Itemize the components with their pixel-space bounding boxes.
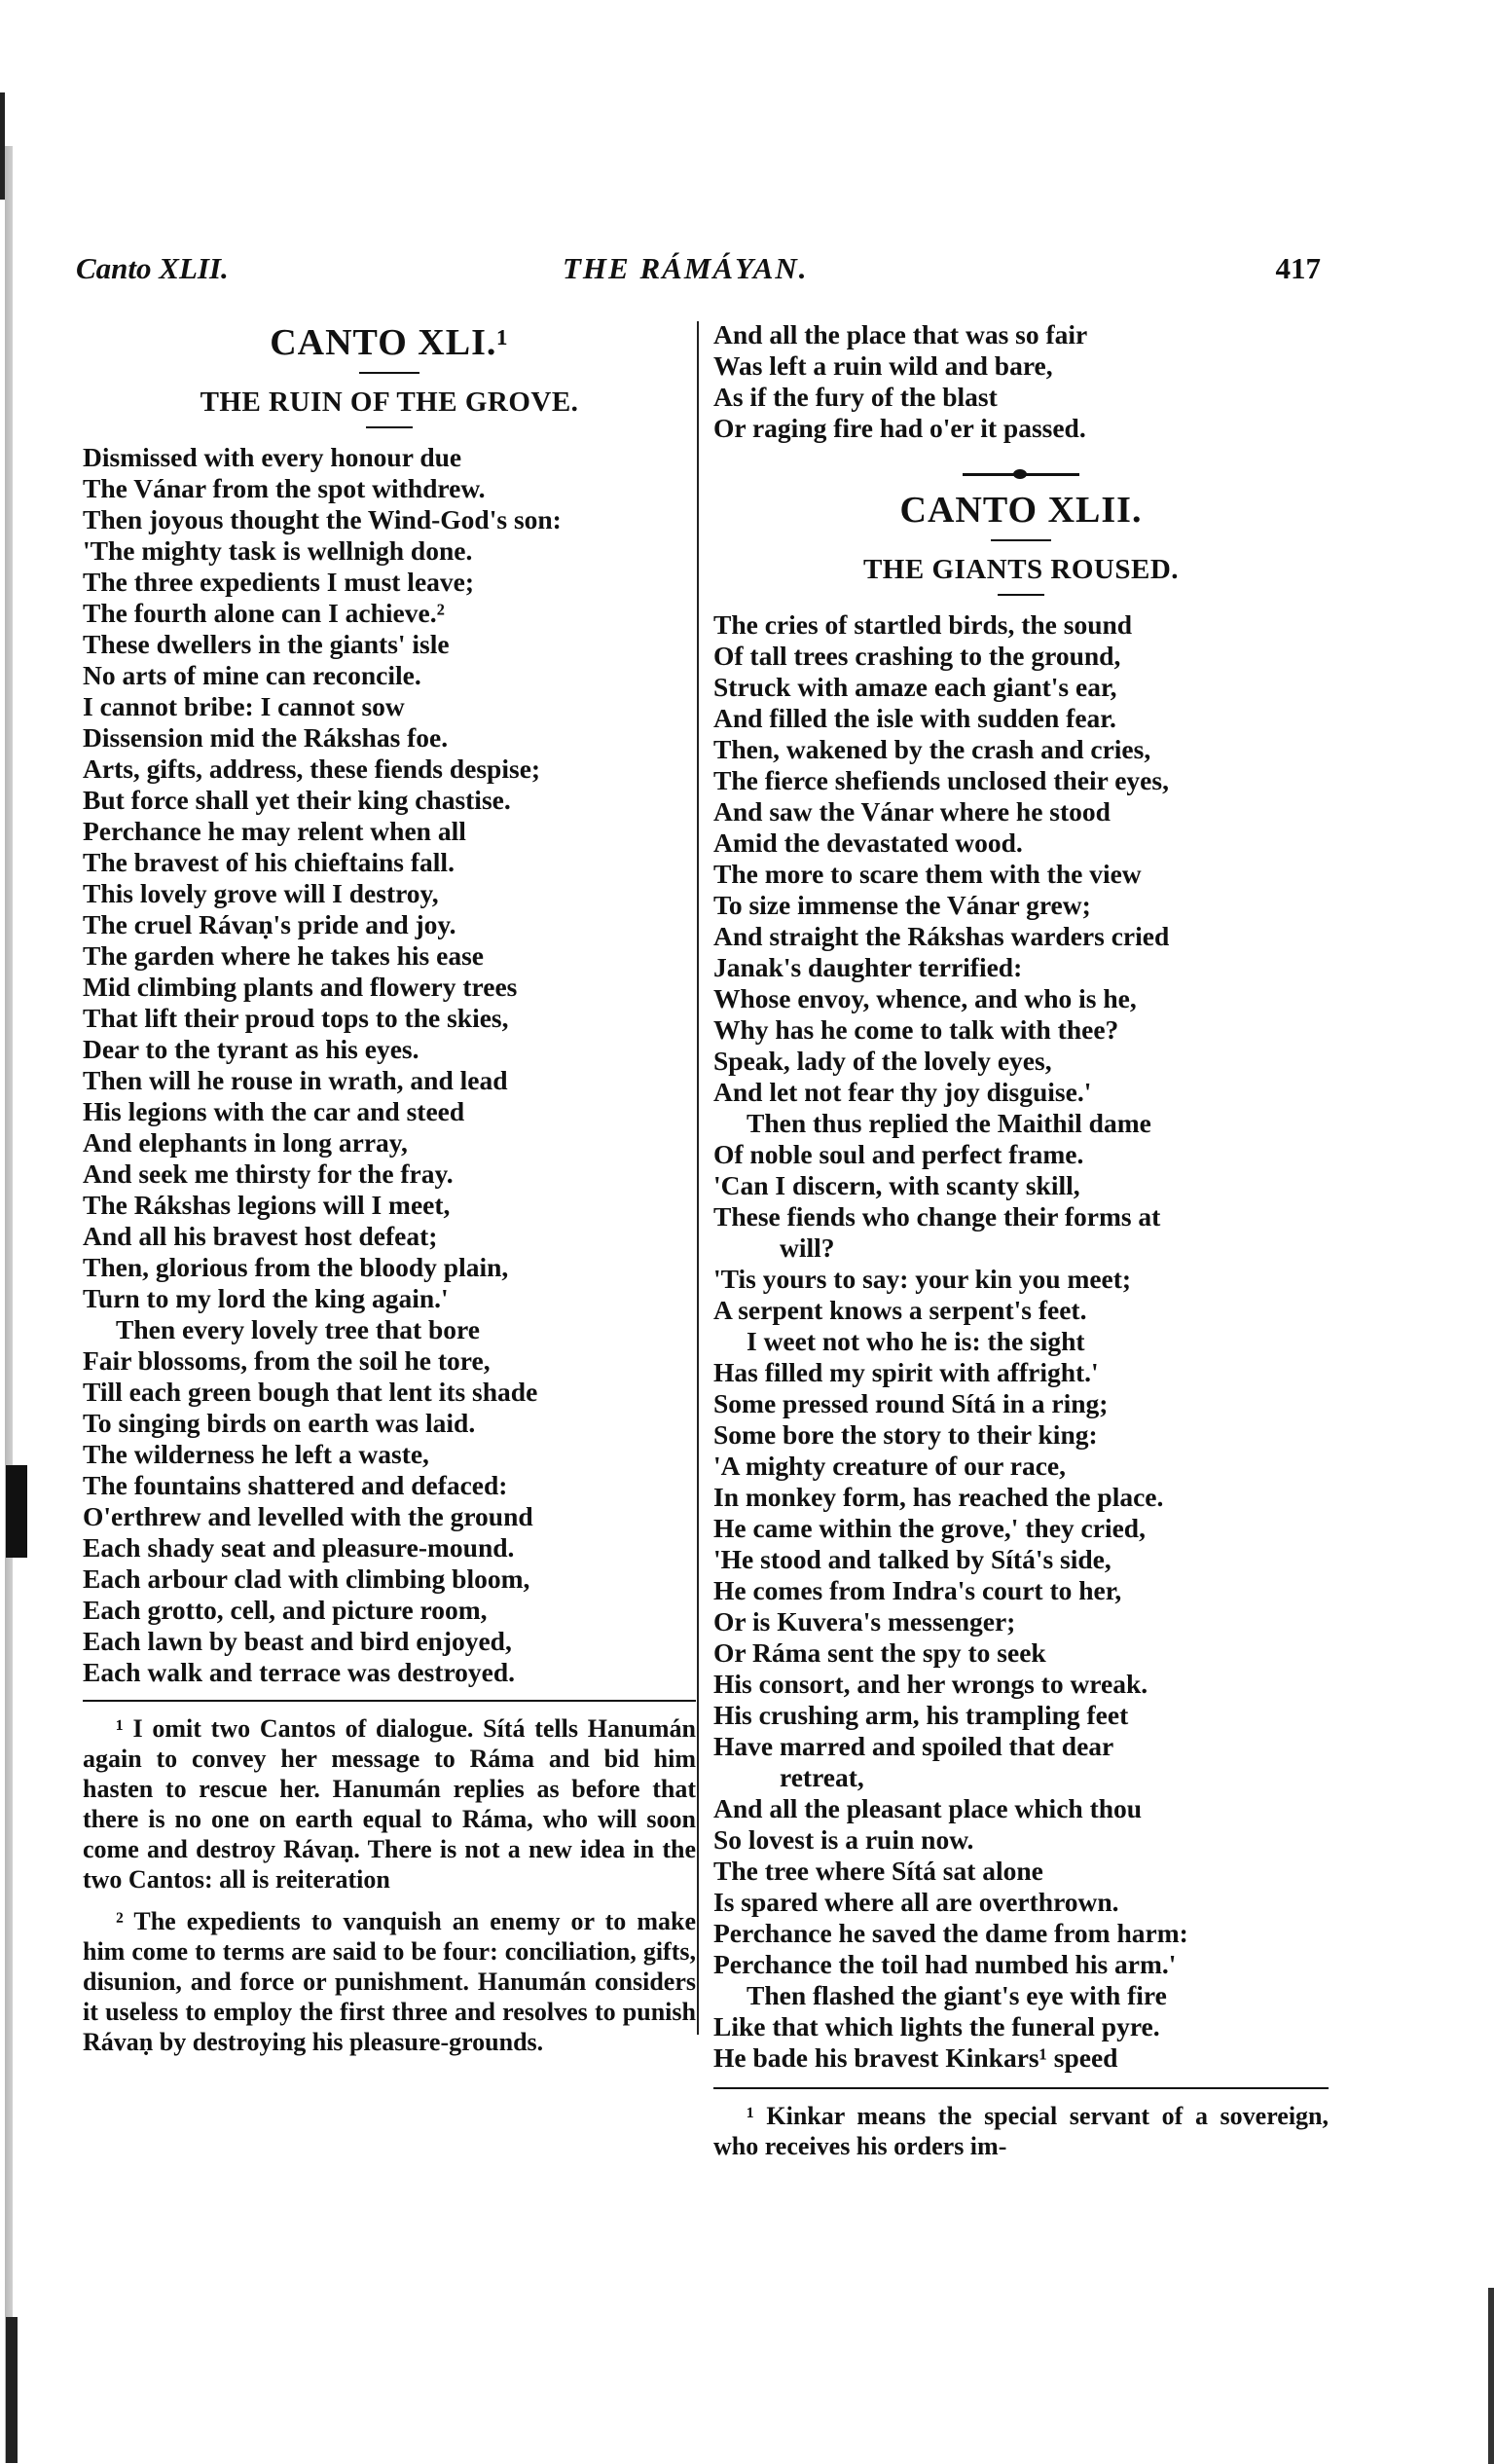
- section-ornament: [963, 469, 1079, 479]
- verse-line: The Vánar from the spot withdrew.: [83, 473, 486, 503]
- footnote-rule: [83, 1700, 696, 1702]
- verse-line: Has filled my spirit with affright.': [713, 1357, 1099, 1387]
- verse-line: Some pressed round Sítá in a ring;: [713, 1388, 1109, 1418]
- verse-line: Of tall trees crashing to the ground,: [713, 641, 1121, 671]
- verse-line: His crushing arm, his trampling feet: [713, 1700, 1129, 1730]
- verse-line: And all the place that was so fair: [713, 319, 1088, 349]
- verse-line: The tree where Sítá sat alone: [713, 1856, 1043, 1886]
- title-rule: [366, 426, 413, 428]
- verse-line: Dear to the tyrant as his eyes.: [83, 1034, 419, 1064]
- verse-line: Fair blossoms, from the soil he tore,: [83, 1345, 491, 1376]
- running-head: [76, 251, 1321, 290]
- verse-line: 'He stood and talked by Sítá's side,: [713, 1544, 1111, 1574]
- verse-line: I weet not who he is: the sight: [747, 1326, 1085, 1356]
- verse-line: The three expedients I must leave;: [83, 567, 475, 597]
- right-column: [713, 319, 1329, 2173]
- verse-line: That lift their proud tops to the skies,: [83, 1003, 509, 1033]
- verse-line: The fourth alone can I achieve.²: [83, 598, 445, 628]
- verse-line: Or raging fire had o'er it passed.: [713, 413, 1086, 443]
- page-number: 417: [1275, 251, 1321, 285]
- verse-line: Some bore the story to their king:: [713, 1419, 1098, 1450]
- verse-line: Janak's daughter terrified:: [713, 952, 1023, 982]
- footnote: ² The expedients to vanquish an enemy or to make him come to terms are said to be four: conciliation, gifts, disunion, and force or punishment. Hanumán considers it useless to employ the first three and resolves to punish Rávaṇ by destroying his pleasure-grounds.: [83, 1907, 696, 2056]
- left-column: [83, 319, 696, 2069]
- section-title: THE RUIN OF THE GROVE.: [200, 386, 579, 418]
- verse-line: As if the fury of the blast: [713, 382, 998, 412]
- footnote: ¹ Kinkar means the special servant of a sovereign, who receives his orders im-: [713, 2102, 1329, 2160]
- verse-block: [713, 609, 1329, 2074]
- verse-line: But force shall yet their king chastise.: [83, 785, 511, 815]
- verse-line: The bravest of his chieftains fall.: [83, 847, 455, 877]
- verse-line: 'Tis yours to say: your kin you meet;: [713, 1264, 1132, 1294]
- verse-line: A serpent knows a serpent's feet.: [713, 1295, 1087, 1325]
- verse-line: Turn to my lord the king again.': [83, 1283, 449, 1313]
- verse-line: 'Can I discern, with scanty skill,: [713, 1170, 1080, 1200]
- verse-block: [83, 442, 696, 1688]
- title-rule: [998, 594, 1044, 596]
- title-rule: [991, 539, 1051, 541]
- verse-line: The wilderness he left a waste,: [83, 1439, 429, 1469]
- verse-line: He comes from Indra's court to her,: [713, 1575, 1122, 1605]
- verse-line: And all the pleasant place which thou: [713, 1793, 1143, 1823]
- verse-line: And seek me thirsty for the fray.: [83, 1158, 454, 1189]
- scan-edge-mark: [1488, 2288, 1494, 2464]
- verse-line: Each grotto, cell, and picture room,: [83, 1595, 488, 1625]
- running-head-title: THE RÁMÁYAN.: [563, 251, 809, 285]
- verse-line: I cannot bribe: I cannot sow: [83, 691, 405, 721]
- verse-line: The fierce shefiends unclosed their eyes,: [713, 765, 1169, 795]
- verse-line: 'A mighty creature of our race,: [713, 1451, 1066, 1481]
- column-divider: [697, 321, 699, 2035]
- verse-line: Whose envoy, whence, and who is he,: [713, 983, 1137, 1013]
- running-head-canto: Canto XLII.: [76, 251, 229, 285]
- verse-line: And elephants in long array,: [83, 1127, 408, 1158]
- verse-line: Perchance the toil had numbed his arm.': [713, 1949, 1177, 1979]
- verse-line: These dwellers in the giants' isle: [83, 629, 450, 659]
- verse-line: 'The mighty task is wellnigh done.: [83, 535, 473, 566]
- verse-line: Then thus replied the Maithil dame: [747, 1108, 1151, 1138]
- verse-line: Or Ráma sent the spy to seek: [713, 1637, 1046, 1668]
- verse-line: O'erthrew and levelled with the ground: [83, 1501, 533, 1531]
- verse-line: And saw the Vánar where he stood: [713, 796, 1111, 827]
- verse-line: And let not fear thy joy disguise.': [713, 1077, 1092, 1107]
- verse-line: Struck with amaze each giant's ear,: [713, 672, 1117, 702]
- verse-line: Perchance he may relent when all: [83, 816, 466, 846]
- verse-line: In monkey form, has reached the place.: [713, 1482, 1164, 1512]
- verse-line: Dismissed with every honour due: [83, 442, 462, 472]
- verse-line: Each walk and terrace was destroyed.: [83, 1657, 516, 1687]
- verse-line: These fiends who change their forms at: [713, 1201, 1161, 1232]
- verse-line: And filled the isle with sudden fear.: [713, 703, 1116, 733]
- verse-line: Then joyous thought the Wind-God's son:: [83, 504, 562, 534]
- verse-line: So lovest is a ruin now.: [713, 1824, 974, 1855]
- verse-line: Till each green bough that lent its shade: [83, 1377, 538, 1407]
- verse-line: This lovely grove will I destroy,: [83, 878, 439, 908]
- footnote-rule: [713, 2087, 1329, 2089]
- verse-line: Arts, gifts, address, these fiends despise;: [83, 754, 541, 784]
- title-rule: [359, 372, 419, 374]
- verse-line: He came within the grove,' they cried,: [713, 1513, 1146, 1543]
- verse-line: Is spared where all are overthrown.: [713, 1887, 1119, 1917]
- footnote: ¹ I omit two Cantos of dialogue. Sítá tells Hanumán again to convey her message to Ráma and bid him hasten to rescue her. Hanumán replies as before that there is no one on earth equal to Ráma, who will soon come and destroy Rávaṇ. There is not a new idea in the two Cantos: all is reiteration: [83, 1714, 696, 1894]
- canto-title: CANTO XLII.: [899, 490, 1143, 531]
- verse-line: Perchance he saved the dame from harm:: [713, 1918, 1188, 1948]
- verse-line: The garden where he takes his ease: [83, 940, 484, 971]
- verse-line: Then will he rouse in wrath, and lead: [83, 1065, 508, 1095]
- verse-line: No arts of mine can reconcile.: [83, 660, 421, 690]
- verse-line: The cruel Rávaṇ's pride and joy.: [83, 909, 456, 939]
- verse-line: will?: [780, 1232, 835, 1263]
- scan-edge-shadow: [5, 146, 13, 2463]
- scan-edge-mark: [6, 2317, 18, 2463]
- verse-line: And straight the Rákshas warders cried: [713, 921, 1170, 951]
- verse-line: He bade his bravest Kinkars¹ speed: [713, 2042, 1118, 2073]
- verse-line: Each arbour clad with climbing bloom,: [83, 1563, 530, 1594]
- verse-line: Dissension mid the Rákshas foe.: [83, 722, 449, 753]
- verse-line: Speak, lady of the lovely eyes,: [713, 1046, 1052, 1076]
- verse-line: The Rákshas legions will I meet,: [83, 1190, 451, 1220]
- footnotes: [713, 2101, 1329, 2161]
- verse-line: Then, wakened by the crash and cries,: [713, 734, 1151, 764]
- footnotes: [83, 1713, 696, 2057]
- verse-line: Was left a ruin wild and bare,: [713, 350, 1053, 381]
- verse-line: And all his bravest host defeat;: [83, 1221, 438, 1251]
- verse-line: The fountains shattered and defaced:: [83, 1470, 508, 1500]
- verse-line: Then every lovely tree that bore: [116, 1314, 480, 1344]
- verse-line: The more to scare them with the view: [713, 859, 1142, 889]
- verse-line: His consort, and her wrongs to wreak.: [713, 1669, 1148, 1699]
- verse-line: Then, glorious from the bloody plain,: [83, 1252, 509, 1282]
- verse-line: Or is Kuvera's messenger;: [713, 1606, 1016, 1637]
- verse-line: To singing birds on earth was laid.: [83, 1408, 476, 1438]
- verse-line: Have marred and spoiled that dear: [713, 1731, 1114, 1761]
- verse-line: Mid climbing plants and flowery trees: [83, 972, 518, 1002]
- verse-line: Each shady seat and pleasure-mound.: [83, 1532, 515, 1563]
- verse-line: retreat,: [780, 1762, 864, 1792]
- verse-line: Each lawn by beast and bird enjoyed,: [83, 1626, 512, 1656]
- verse-line: His legions with the car and steed: [83, 1096, 465, 1126]
- verse-line: Like that which lights the funeral pyre.: [713, 2011, 1160, 2041]
- verse-line: The cries of startled birds, the sound: [713, 609, 1133, 640]
- verse-line: To size immense the Vánar grew;: [713, 890, 1091, 920]
- section-title: THE GIANTS ROUSED.: [862, 554, 1180, 585]
- verse-line: Amid the devastated wood.: [713, 827, 1023, 858]
- verse-line: Then flashed the giant's eye with fire: [747, 1980, 1167, 2010]
- verse-line: Why has he come to talk with thee?: [713, 1014, 1119, 1045]
- canto-title: CANTO XLI.¹: [270, 322, 509, 363]
- verse-block-carryover: [713, 319, 1329, 444]
- verse-line: Of noble soul and perfect frame.: [713, 1139, 1084, 1169]
- scan-edge-mark: [6, 1465, 27, 1558]
